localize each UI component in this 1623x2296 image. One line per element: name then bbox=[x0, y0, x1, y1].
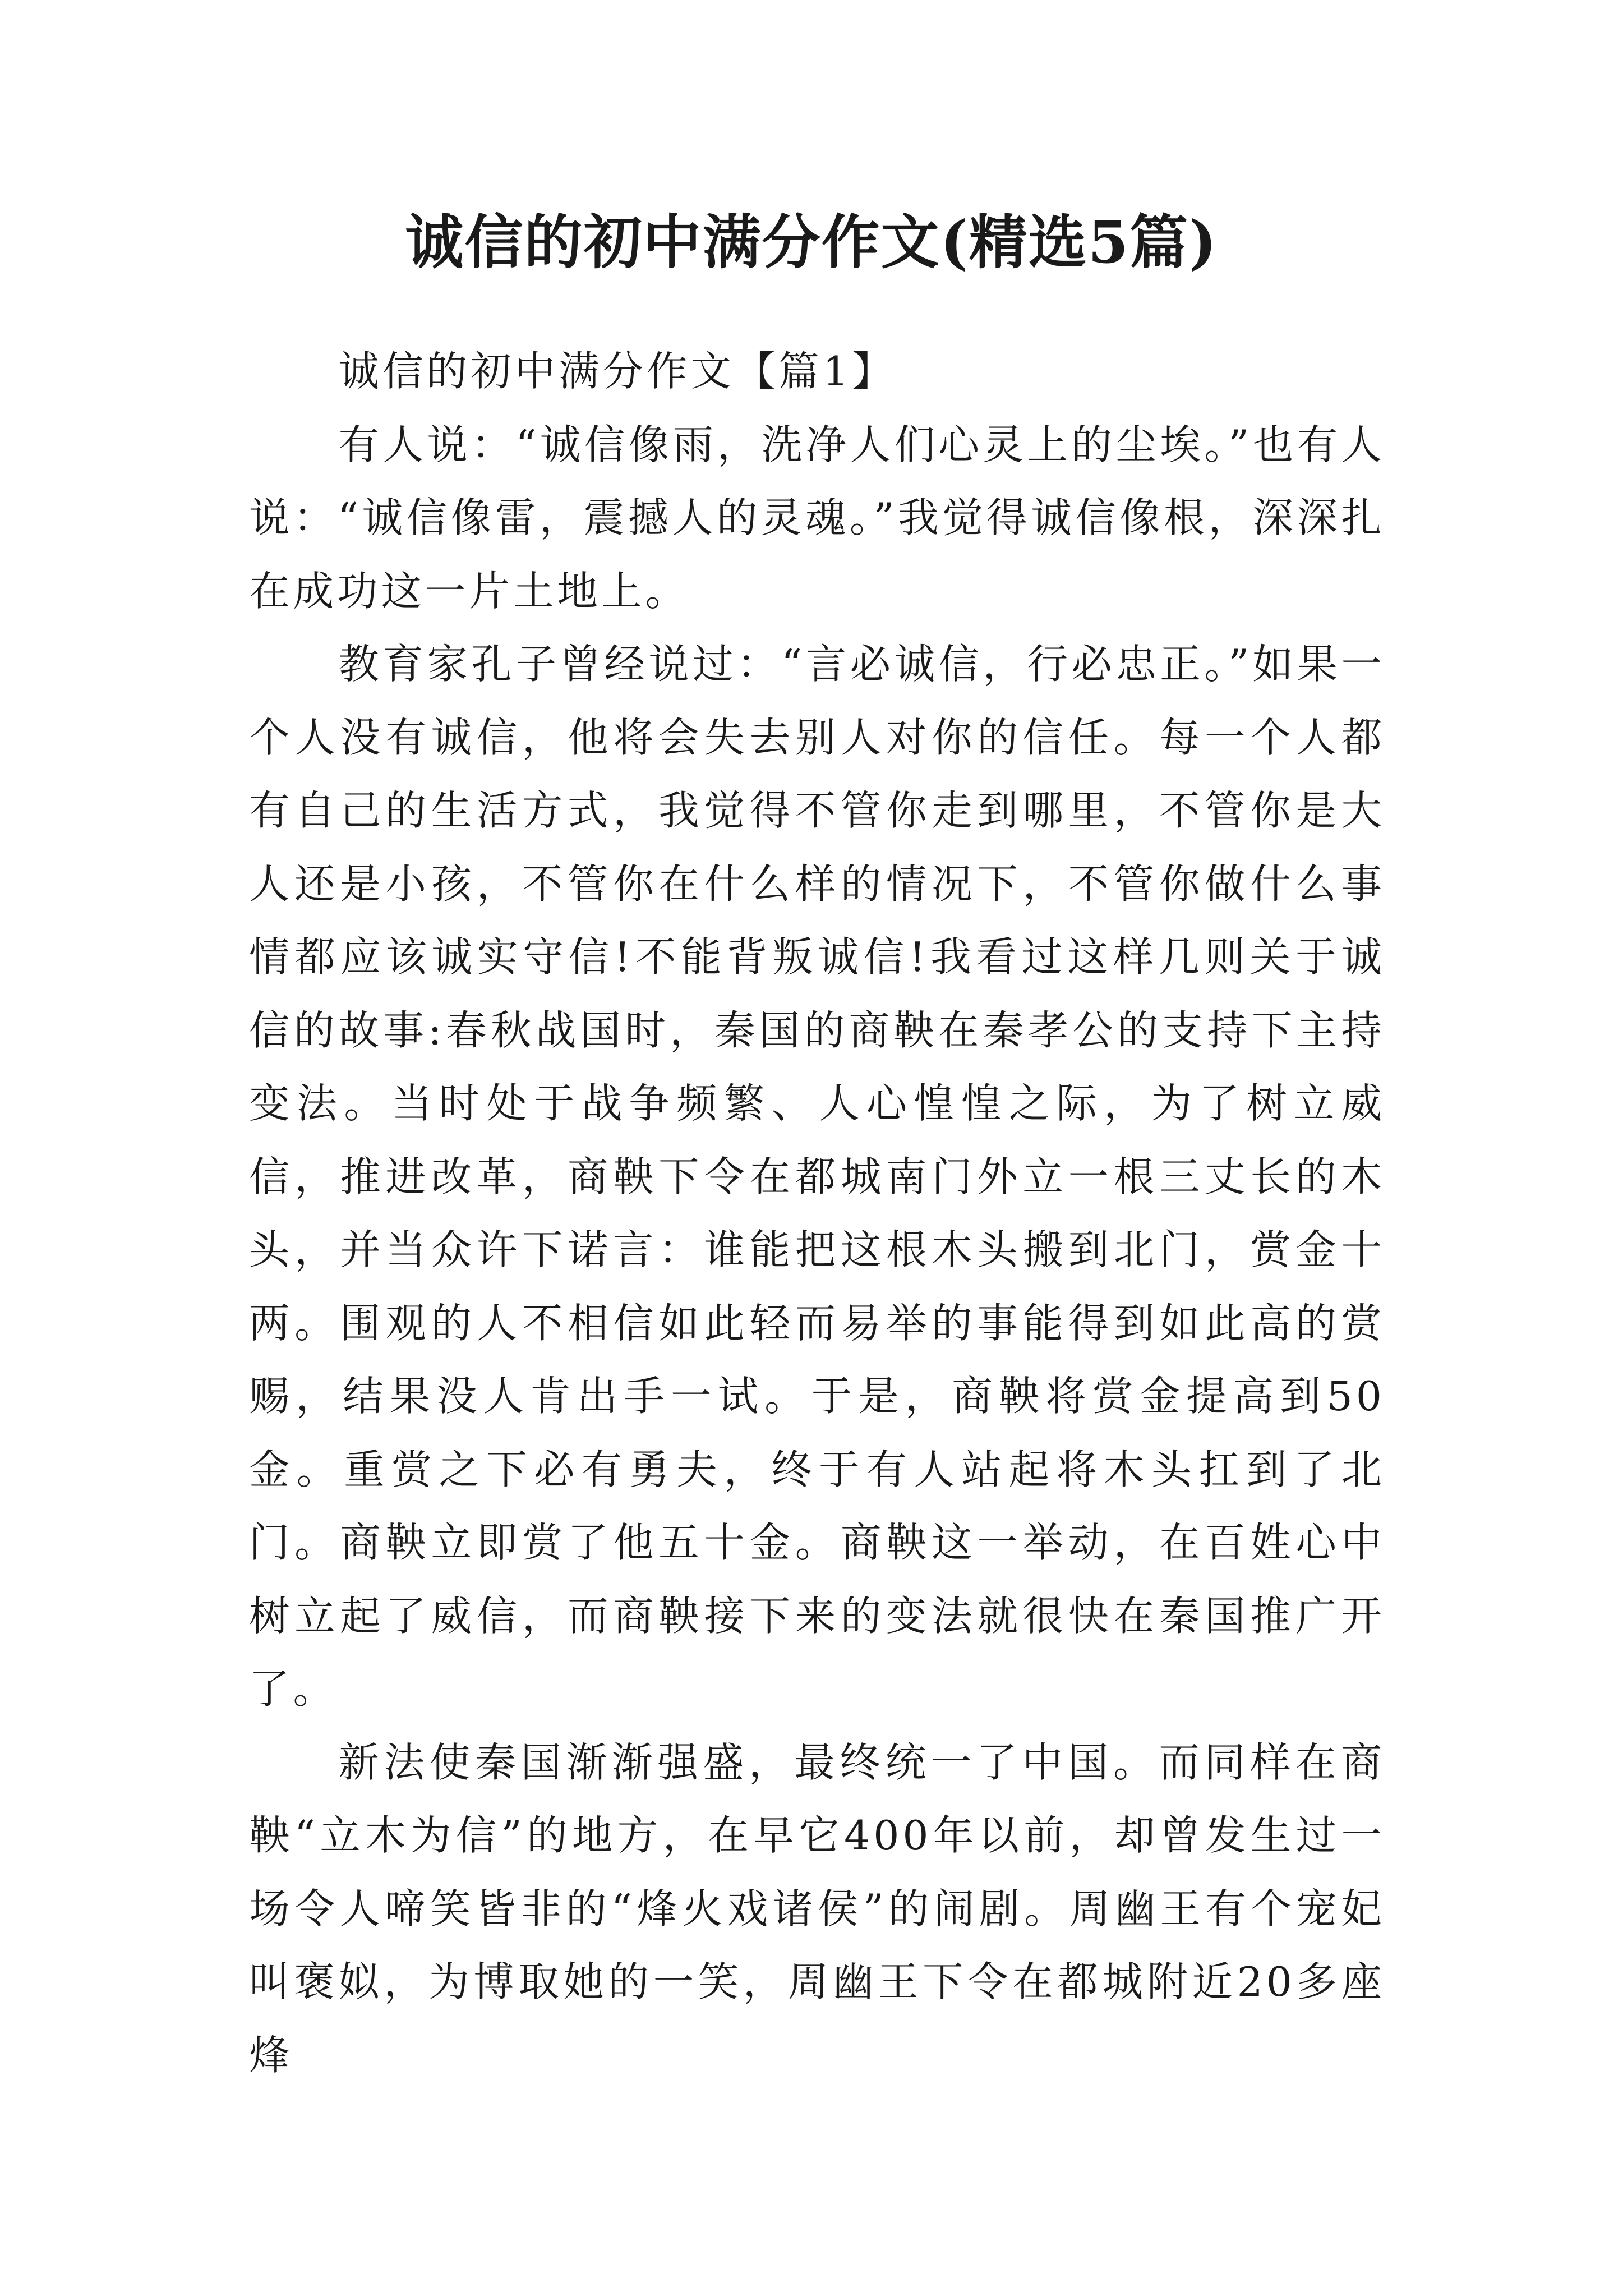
document-title: 诚信的初中满分作文(精选5篇) bbox=[405, 208, 1218, 277]
paragraph-3: 新法使秦国渐渐强盛，最终统一了中国。而同样在商鞅“立木为信”的地方，在早它400年以前，却曾发生过一场令人啼笑皆非的“烽火戏诸侯”的闹剧。周幽王有个宠妃叫褒姒，为博取她的一笑，周幽王下令在都城附近20多座烽 bbox=[249, 1739, 1385, 2079]
document-body bbox=[249, 335, 1385, 2092]
paragraph-2: 教育家孔子曾经说过：“言必诚信，行必忠正。”如果一个人没有诚信，他将会失去别人对你的信任。每一个人都有自己的生活方式，我觉得不管你走到哪里，不管你是大人还是小孩，不管你在什么样的情况下，不管你做什么事情都应该诚实守信!不能背叛诚信!我看过这样几则关于诚信的故事:春秋战国时，秦国的商鞅在秦孝公的支持下主持变法。当时处于战争频繁、人心惶惶之际，为了树立威信，推进改革，商鞅下令在都城南门外立一根三丈长的木头，并当众许下诺言：谁能把这根木头搬到北门，赏金十两。围观的人不相信如此轻而易举的事能得到如此高的赏赐，结果没人肯出手一试。于是，商鞅将赏金提高到50金。重赏之下必有勇夫，终于有人站起将木头扛到了北门。商鞅立即赏了他五十金。商鞅这一举动，在百姓心中树立起了威信，而商鞅接下来的变法就很快在秦国推广开了。 bbox=[249, 641, 1385, 1713]
paragraph-1: 有人说：“诚信像雨，洗净人们心灵上的尘埃。”也有人说：“诚信像雷，震撼人的灵魂。”我觉得诚信像根，深深扎在成功这一片土地上。 bbox=[249, 421, 1385, 615]
section-heading: 诚信的初中满分作文【篇1】 bbox=[338, 348, 896, 395]
